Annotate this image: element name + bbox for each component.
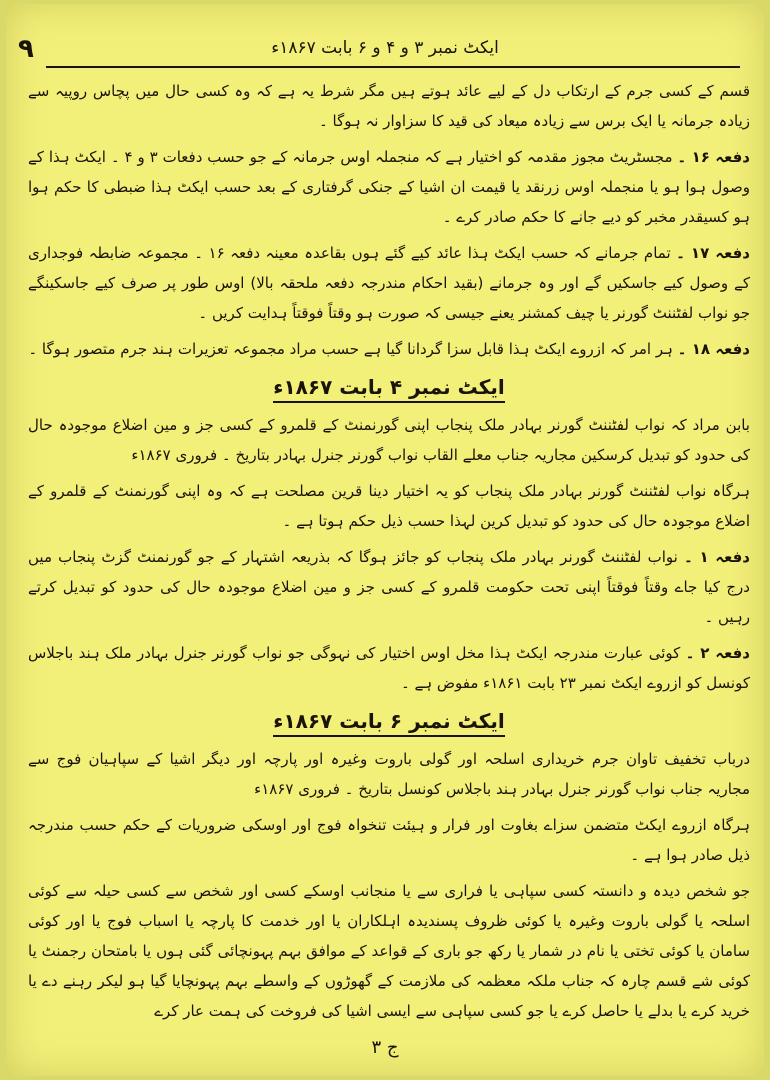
section-label: دفعہ ۱۷ ۔ — [676, 244, 750, 262]
section-label: دفعہ ۲ ۔ — [685, 644, 750, 662]
act-4-section-1 — [28, 542, 750, 632]
document-body — [28, 76, 750, 1032]
act-4-section-2 — [28, 638, 750, 698]
section-label: دفعہ ۱۸ ۔ — [677, 340, 750, 358]
section-17 — [28, 238, 750, 328]
section-text: نواب لفٹننٹ گورنر بہادر ملک پنجاب کو جائز ہوگا کہ بذریعہ اشتہار کے جو گورنمنٹ گزٹ پنجاب میں درج کیا جاے وقتاً فوقتاً اپنی تحت حکومت قلمرو کے کسی جز و مین اضلاع موجودہ حال کی حدود کو تبدیل کرتے رہیں ۔ — [28, 548, 750, 626]
act-6-clause: جو شخص دیدہ و دانستہ کسی سپاہی یا فراری سے یا منجانب اوسکے کسی اور شخص سے کسی حیلہ سے کوئی اسلحہ یا گولی باروت وغیرہ یا کوئی ظروف پسندیدہ اہلکاران یا اور خدمت کا پارچہ یا اسباب فوج یا اور کوئی سامان یا کوئی تختی یا نام در شمار یا رکھ جو باری کے قواعد کے موافق بہم پہونچائی گئی ہوں یا بامتحان رجمنٹ یا کوئی شے قسم چارہ کہ جناب ملکہ معظمہ کی ملازمت کے گھوڑوں کے واسطے بہم پہونچایا گیا ہو لیکر رہنے دے یا خرید کرے یا بدلے یا حاصل کرے یا جو کسی سپاہی سے ایسی اشیا کی فروخت کی ہمت عار کرے — [28, 882, 750, 1020]
header-rule — [46, 66, 740, 68]
page-footer: ج ٣ — [371, 1037, 399, 1058]
section-label: دفعہ ۱ ۔ — [684, 548, 751, 566]
act-6-heading — [28, 704, 750, 738]
section-text: کوئی عبارت مندرجہ ایکٹ ہذا مخل اوس اختیار کی نہوگی جو نواب گورنر جنرل بہادر ملک ہند باجلاس کونسل کو ازروے ایکٹ نمبر ۲۳ بابت ۱۸۶۱ء مفوض ہے ۔ — [28, 644, 750, 692]
intro-paragraph: قسم کے کسی جرم کے ارتکاب دل کے لیے عائد ہوتے ہیں مگر شرط یہ ہے کہ وہ کسی حال میں پچاس روپیہ سے زیادہ جرمانہ یا ایک برس سے زیادہ میعاد کی قید کا سزاوار نہ ہوگا ۔ — [28, 82, 750, 130]
act-4-preamble: بابن مراد کہ نواب لفٹننٹ گورنر بہادر ملک پنجاب اپنی گورنمنٹ کے قلمرو کے کسی جز و مین اضلاع موجودہ حال کی حدود کو تبدیل کرسکین مجاریہ جناب معلے القاب نواب گورنر جنرل بہادر بتاریخ ۔ فروری ۱۸۶۷ء — [28, 416, 750, 464]
act-4-whereas: ہرگاہ نواب لفٹننٹ گورنر بہادر ملک پنجاب کو یہ اختیار دینا قرین مصلحت ہے کہ وہ اپنی گورنمنٹ کے قلمرو کے اضلاع موجودہ حال کی حدود کو تبدیل کرین لہذا حسب ذیل حکم ہوتا ہے ۔ — [28, 482, 750, 530]
section-18 — [28, 334, 750, 364]
section-label: دفعہ ۱۶ ۔ — [677, 148, 751, 166]
section-text: مجسٹریٹ مجوز مقدمہ کو اختیار ہے کہ منجملہ اوس جرمانہ کے جو حسب دفعات ۳ و ۴ ۔ ایکٹ ہذا کے وصول ہوا ہو یا منجملہ اوس زرنقد یا قیمت ان اشیا کے جنکی گرفتاری کے بعد حسب ایکٹ ہذا ضبطی کا حکم ہوا ہو کسیقدر مخبر کو دیے جانے کا حکم صادر کرے ۔ — [28, 148, 750, 226]
act-4-title: ایکٹ نمبر ۴ بابت ۱۸۶۷ء — [273, 375, 505, 403]
page-number: ٩ — [18, 34, 34, 64]
section-text: تمام جرمانے کہ حسب ایکٹ ہذا عائد کیے گئے ہوں بقاعدہ معینہ دفعہ ۱۶ ۔ مجموعہ ضابطہ فوجداری کے وصول کیے جاسکیں گے اور وہ جرمانے (بقید احکام مندرجہ دفعہ ملحقہ بالا) اوس طور پر صرف کیے جاسکینگے جو نواب لفٹننٹ گورنر یا چیف کمشنر یعنے جیسی کہ صورت ہو وقتاً فوقتاً ہدایت کریں ۔ — [28, 244, 750, 322]
running-head: ایکٹ نمبر ۳ و ۴ و ۶ بابت ۱۸۶۷ء — [271, 38, 499, 58]
page-header — [6, 30, 764, 70]
section-16 — [28, 142, 750, 232]
document-page — [6, 4, 764, 1076]
act-6-whereas: ہرگاہ ازروے ایکٹ متضمن سزاے بغاوت اور فرار و ہیئت تنخواہ فوج اور اوسکی ضروریات کے حکم حسب مندرجہ ذیل صادر ہوا ہے ۔ — [28, 816, 750, 864]
act-6-preamble: درباب تخفیف تاوان جرم خریداری اسلحہ اور گولی باروت وغیرہ اور پارچہ اور دیگر اشیا کے سپاہیان فوج سے مجاریہ جناب نواب گورنر جنرل بہادر ہند باجلاس کونسل بتاریخ ۔ فروری ۱۸۶۷ء — [28, 750, 750, 798]
act-6-title: ایکٹ نمبر ۶ بابت ۱۸۶۷ء — [273, 709, 505, 737]
act-4-heading — [28, 370, 750, 404]
section-text: ہر امر کہ ازروے ایکٹ ہذا قابل سزا گردانا گیا ہے حسب مراد مجموعہ تعزیرات ہند جرم متصور ہوگا ۔ — [28, 340, 673, 358]
